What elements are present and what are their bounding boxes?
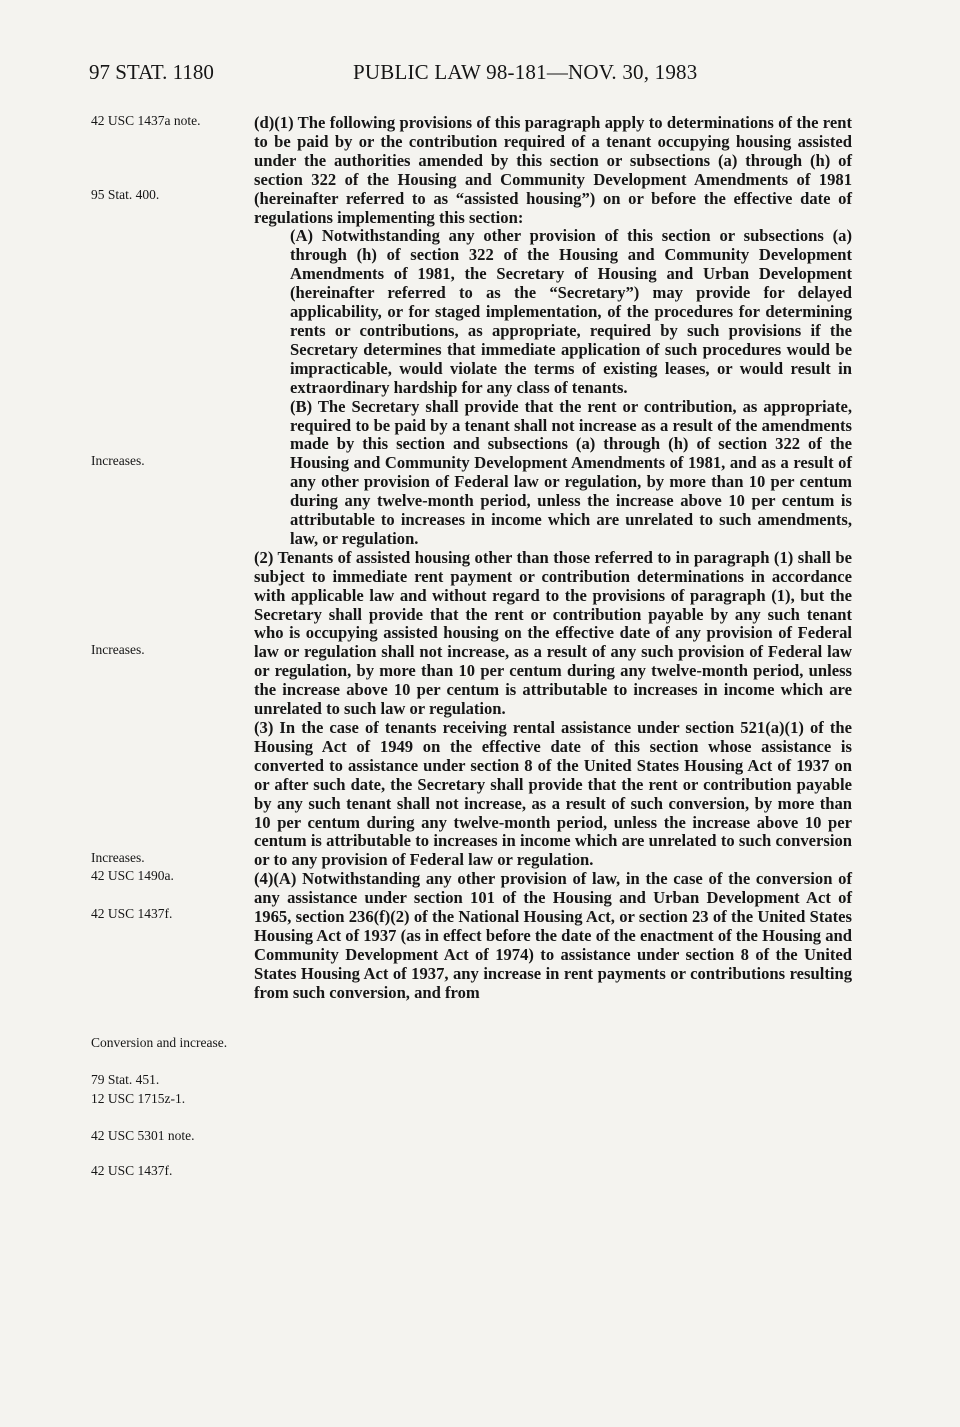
paragraph-3: (3) In the case of tenants receiving rental assistance under section 521(a)(1) of the Housing Act of 1949 on the effective date of this section whose assistance is converted to assistance under section 8 of the United States Housing Act of 1937 on or after such date, the Secretary shall provide that the rent or contribution payable by any such tenant shall not increase, as a result of such conversion, by more than 10 per centum during any twelve-month period, unless the increase above 10 per centum is attributable to increases in income which are unrelated to such conversion or to any provision of Federal law or regulation. xyxy=(254,718,852,870)
margin-note: 42 USC 1490a. xyxy=(91,868,174,883)
paragraph-4a: (4)(A) Notwithstanding any other provision of law, in the case of the conversion of any assistance under section 101 of the Housing and Urban Development Act of 1965, section 236(f)(2) of the National Housing Act, or section 23 of the United States Housing Act of 1937 (as in effect before the date of the enactment of the Housing and Community Development Act of 1974) to assistance under section 8 of the United States Housing Act of 1937, any increase in rent payments or contributions resulting from such conversion, and from xyxy=(254,869,852,1002)
margin-note: 42 USC 1437f. xyxy=(91,906,173,921)
margin-note: 42 USC 1437f. xyxy=(91,1163,173,1178)
margin-note: 42 USC 1437a note. xyxy=(91,113,201,128)
paragraph-2: (2) Tenants of assisted housing other than those referred to in paragraph (1) shall be subject to immediate rent payment or contribution determinations in accordance with applicable law and without regard to the provisions of paragraph (1), but the Secretary shall provide that the rent or contribution payable by any such tenant who is occupying assisted housing on the effective date of any provision of Federal law or regulation shall not increase, as a result of any such provision of Federal law or regulation, by more than 10 per centum during any twelve-month period, unless the increase above 10 per centum is attributable to increases in income which are unrelated to such law or regulation. xyxy=(254,547,852,719)
margin-note: Increases. xyxy=(91,453,145,468)
margin-note: Conversion and increase. xyxy=(91,1035,228,1050)
margin-note: 42 USC 5301 note. xyxy=(91,1128,195,1143)
page-header xyxy=(0,60,960,88)
paragraph-d1: (d)(1) The following provisions of this paragraph apply to determinations of the rent to be paid by or the contribution required of a tenant occupying housing assisted under the authorities amended by this section or subsections (a) through (h) of section 322 of the Housing and Community Development Amendments of 1981 (hereinafter referred to as “assisted housing”) on or before the effective date of regulations implementing this section: xyxy=(254,113,852,227)
public-law-title: PUBLIC LAW 98-181—NOV. 30, 1983 xyxy=(353,60,698,84)
stat-page-number: 97 STAT. 1180 xyxy=(89,60,214,84)
margin-note: 95 Stat. 400. xyxy=(91,187,160,202)
margin-note: 12 USC 1715z-1. xyxy=(91,1091,186,1106)
subparagraph-a: (A) Notwithstanding any other provision of this section or subsections (a) through (h) of section 322 of the Housing and Community Development Amendments of 1981, the Secretary of Housing and Urban Development (hereinafter referred to as the “Secretary”) may provide for delayed applicability, or for staged implementation, of the procedures for determining rents or contributions, as appropriate, required by such provisions if the Secretary determines that immediate application of such procedures would be impracticable, would violate the terms of existing leases, or would result in extraordinary hardship for any class of tenants. xyxy=(290,226,852,397)
margin-note: 79 Stat. 451. xyxy=(91,1072,160,1087)
margin-note: Increases. xyxy=(91,850,145,865)
statute-body xyxy=(254,114,852,1003)
margin-note: Increases. xyxy=(91,642,145,657)
subparagraph-b: (B) The Secretary shall provide that the rent or contribution, as appropriate, required to be paid by a tenant shall not increase as a result of the amendments made by this section and subsections (a) through (h) of section 322 of the Housing and Community Development Amendments of 1981, and as a result of any other provision of Federal law or regulation, by more than 10 per centum during any twelve-month period, unless the increase above 10 per centum is attributable to increases in income which are unrelated to such amendments, law, or regulation. xyxy=(290,396,852,548)
